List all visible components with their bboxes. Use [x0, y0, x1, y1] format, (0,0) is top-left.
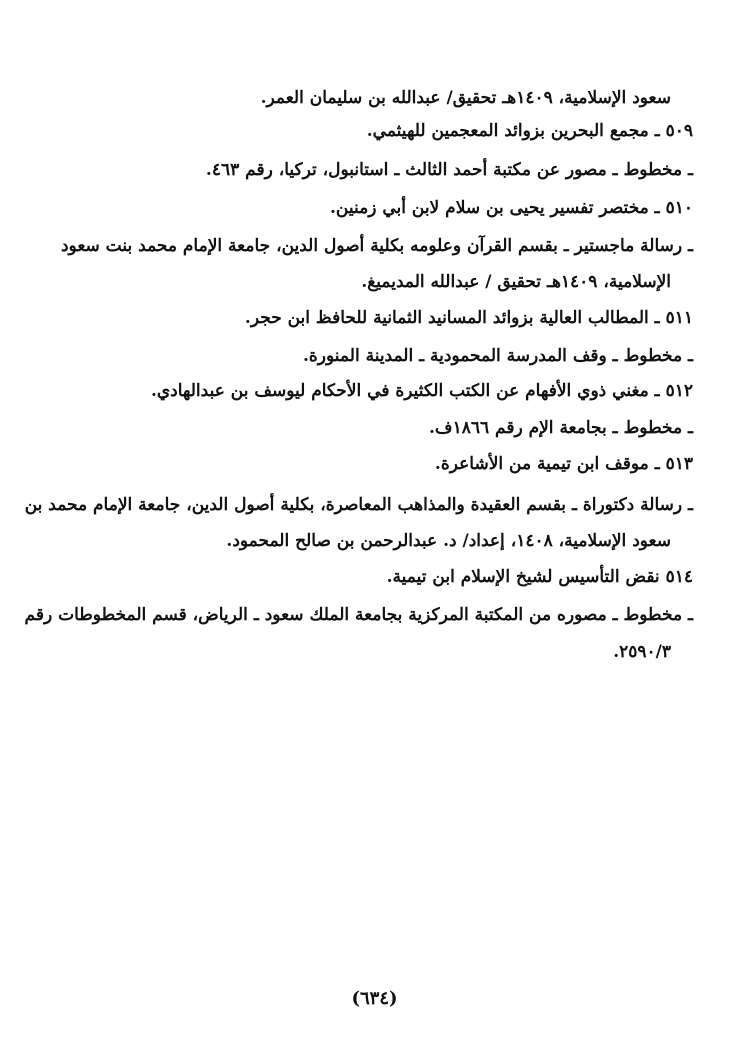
- entry-510-title: ٥١٠ ـ مختصر تفسير يحيى بن سلام لابن أبي زمنين.: [329, 198, 693, 218]
- entry-511-detail: ـ مخطوط ـ وقف المدرسة المحمودية ـ المدينة المنورة.: [302, 346, 693, 366]
- entry-512-detail: ـ مخطوط ـ بجامعة الإم رقم ١٨٦٦ف.: [429, 418, 693, 438]
- entry-510-detail: ـ رسالة ماجستير ـ بقسم القرآن وعلومه بكلية أصول الدين، جامعة الإمام محمد بنت سعود: [60, 236, 693, 256]
- entry-514-detail-cont: ٢٥٩٠/٣.: [613, 642, 671, 662]
- entry-514-title: ٥١٤ نقض التأسيس لشيخ الإسلام ابن تيمية.: [386, 567, 693, 587]
- page-number: (٦٣٤): [351, 988, 398, 1009]
- entry-512-title: ٥١٢ ـ مغني ذوي الأفهام عن الكتب الكثيرة في الأحكام ليوسف بن عبدالهادي.: [150, 381, 693, 401]
- entry-511-title: ٥١١ ـ المطالب العالية بزوائد المسانيد الثمانية للحافظ ابن حجر.: [244, 308, 693, 328]
- text-line-1: سعود الإسلامية، ١٤٠٩هـ تحقيق/ عبدالله بن سليمان العمر.: [260, 88, 671, 108]
- entry-513-title: ٥١٣ ـ موقف ابن تيمية من الأشاعرة.: [434, 454, 693, 474]
- entry-509-title: ٥٠٩ ـ مجمع البحرين بزوائد المعجمين للهيثمي.: [366, 121, 693, 141]
- entry-514-detail: ـ مخطوط ـ مصوره من المكتبة المركزية بجامعة الملك سعود ـ الرياض، قسم المخطوطات رقم: [24, 605, 693, 625]
- entry-510-detail-cont: الإسلامية، ١٤٠٩هـ تحقيق / عبدالله المديميغ.: [361, 272, 671, 292]
- entry-513-detail-cont: سعود الإسلامية، ١٤٠٨، إعداد/ د. عبدالرحمن بن صالح المحمود.: [226, 531, 671, 551]
- entry-509-detail: ـ مخطوط ـ مصور عن مكتبة أحمد الثالث ـ استانبول، تركيا، رقم ٤٦٣.: [205, 160, 693, 180]
- entry-513-detail: ـ رسالة دكتوراة ـ بقسم العقيدة والمذاهب المعاصرة، بكلية أصول الدين، جامعة الإمام محمد بن: [24, 495, 693, 515]
